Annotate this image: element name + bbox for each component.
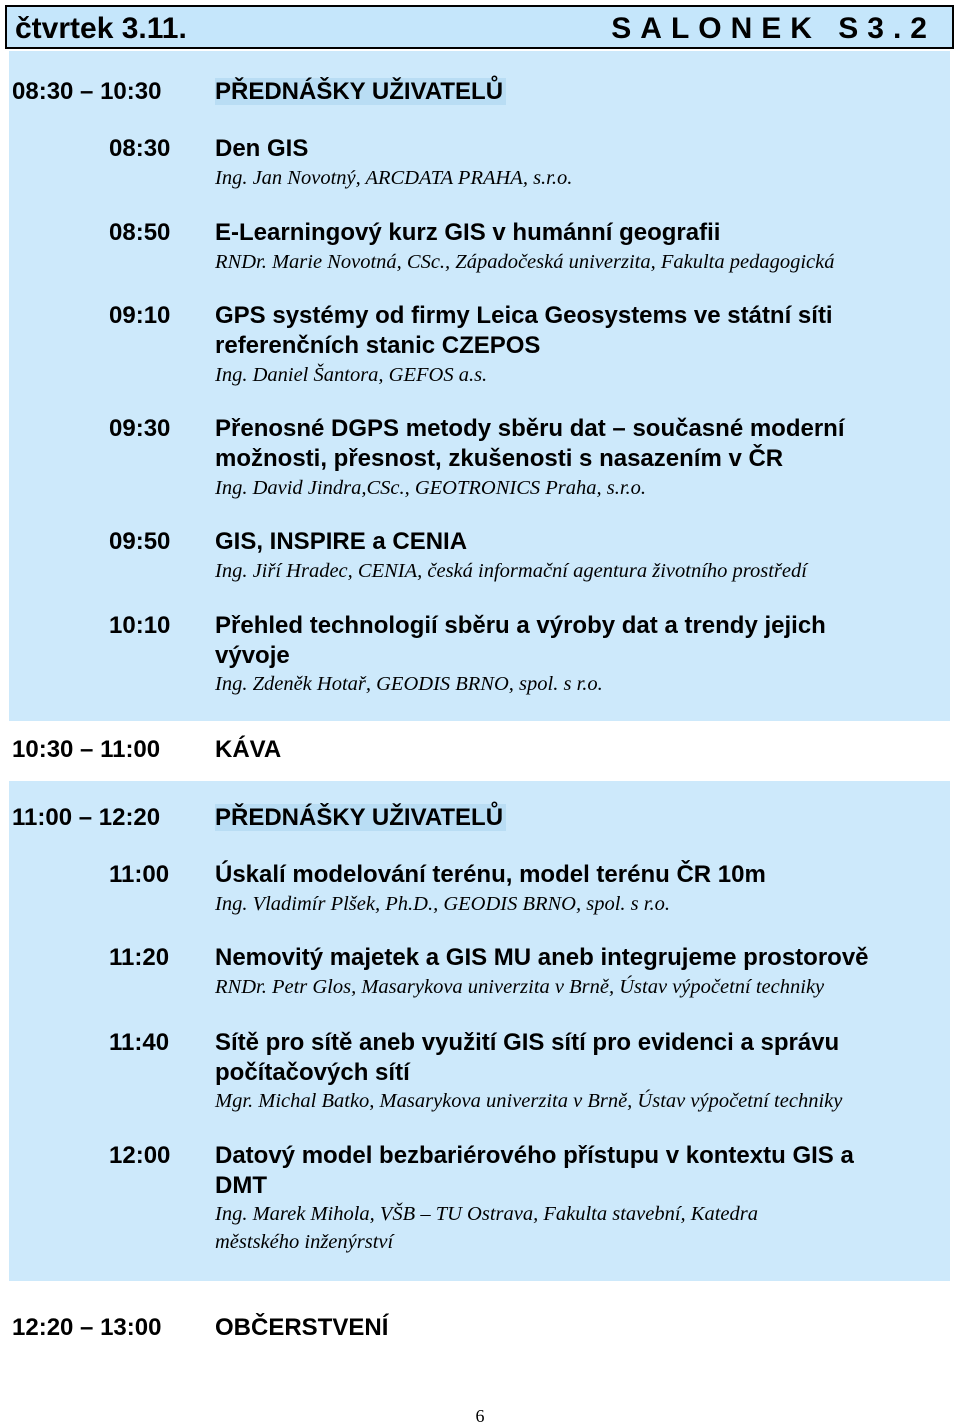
talk-time: 08:50 [109, 219, 171, 246]
day-header [5, 5, 954, 49]
talk-time: 09:50 [109, 528, 171, 555]
talk-title: Nemovitý majetek a GIS MU aneb integrujeme prostorově [215, 944, 869, 971]
session-2-time: 11:00 – 12:20 [12, 804, 161, 831]
talk-title: E-Learningový kurz GIS v humánní geografii [215, 219, 721, 246]
talk-author: Ing. Marek Mihola, VŠB – TU Ostrava, Fakulta stavební, Katedra [215, 1203, 758, 1225]
talk-author: Mgr. Michal Batko, Masarykova univerzita v Brně, Ústav výpočetní techniky [215, 1090, 843, 1112]
talk-author: RNDr. Petr Glos, Masarykova univerzita v Brně, Ústav výpočetní techniky [215, 976, 825, 998]
room-label: SALONEK S3.2 [611, 12, 936, 45]
talk-title: Sítě pro sítě aneb využití GIS sítí pro evidenci a správu [215, 1029, 840, 1056]
break-2-time: 12:20 – 13:00 [12, 1314, 162, 1341]
talk-author: Ing. Zdeněk Hotař, GEODIS BRNO, spol. s r.o. [215, 673, 603, 695]
talk-author: Ing. Vladimír Plšek, Ph.D., GEODIS BRNO, spol. s r.o. [215, 893, 670, 915]
talk-time: 10:10 [109, 612, 171, 639]
talk-author: RNDr. Marie Novotná, CSc., Západočeská univerzita, Fakulta pedagogická [215, 251, 835, 273]
talk-author: Ing. Jan Novotný, ARCDATA PRAHA, s.r.o. [215, 167, 573, 189]
talk-author-line-2: městského inženýrství [215, 1231, 394, 1253]
talk-author: Ing. Jiří Hradec, CENIA, česká informační agentura životního prostředí [215, 560, 807, 582]
talk-time: 11:40 [109, 1029, 170, 1056]
session-1-title: PŘEDNÁŠKY UŽIVATELŮ [215, 77, 506, 107]
break-1-time: 10:30 – 11:00 [12, 736, 161, 763]
talk-time: 09:30 [109, 415, 171, 442]
break-2-title: OBČERSTVENÍ [215, 1314, 389, 1341]
session-2-title: PŘEDNÁŠKY UŽIVATELŮ [215, 803, 506, 833]
talk-title: Úskalí modelování terénu, model terénu ČR 10m [215, 861, 766, 888]
talk-title: Přenosné DGPS metody sběru dat – současné moderní [215, 415, 845, 442]
talk-title-line-2: DMT [215, 1172, 267, 1199]
talk-time: 11:00 [109, 861, 170, 888]
talk-title-line-2: referenčních stanic CZEPOS [215, 332, 541, 359]
talk-title: Přehled technologií sběru a výroby dat a trendy jejich [215, 612, 826, 639]
talk-time: 11:20 [109, 944, 170, 971]
talk-time: 08:30 [109, 135, 171, 162]
break-1-title: KÁVA [215, 736, 282, 763]
talk-author: Ing. Daniel Šantora, GEFOS a.s. [215, 364, 488, 386]
talk-title: GIS, INSPIRE a CENIA [215, 528, 468, 555]
talk-title-line-2: možnosti, přesnost, zkušenosti s nasazením v ČR [215, 445, 784, 472]
talk-title: GPS systémy od firmy Leica Geosystems ve státní síti [215, 302, 833, 329]
talk-title: Den GIS [215, 135, 309, 162]
page-number: 6 [475, 1406, 485, 1426]
talk-time: 09:10 [109, 302, 171, 329]
talk-title-line-2: vývoje [215, 642, 290, 669]
talk-title: Datový model bezbariérového přístupu v kontextu GIS a [215, 1142, 854, 1169]
talk-time: 12:00 [109, 1142, 171, 1169]
talk-author: Ing. David Jindra,CSc., GEOTRONICS Praha, s.r.o. [215, 477, 647, 499]
talk-title-line-2: počítačových sítí [215, 1059, 410, 1086]
session-1-time: 08:30 – 10:30 [12, 78, 162, 105]
day-label: čtvrtek 3.11. [15, 12, 187, 45]
